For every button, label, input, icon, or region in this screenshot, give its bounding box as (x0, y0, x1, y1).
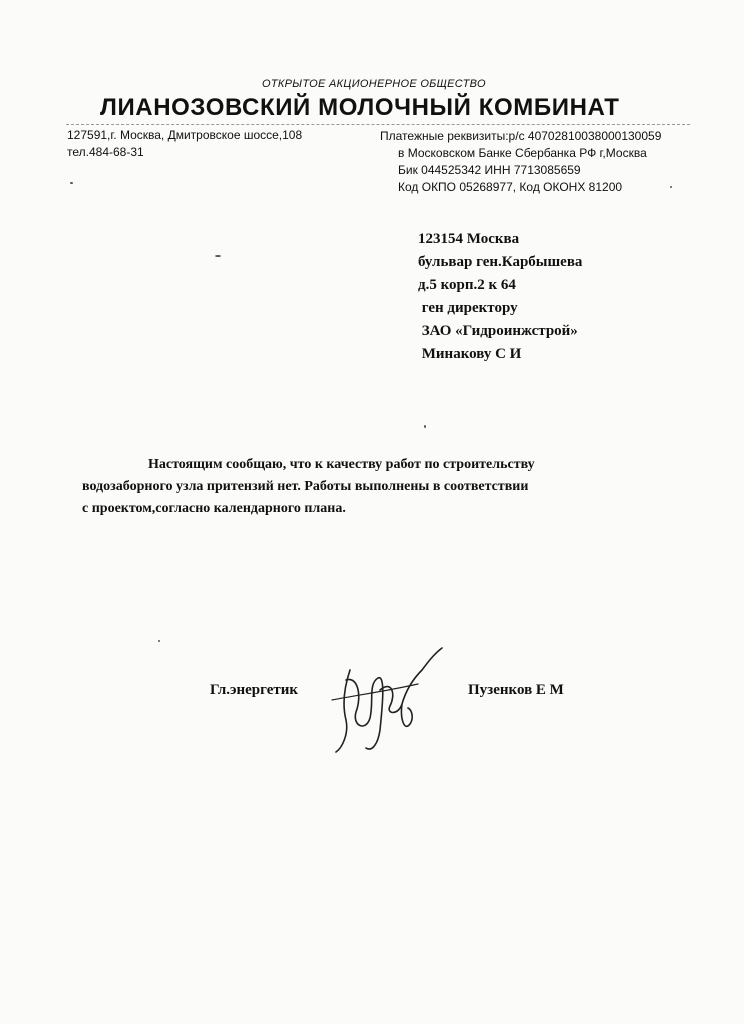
body-line: водозаборного узла притензий нет. Работы выполнены в соответствии (82, 479, 529, 494)
letter-body (82, 454, 682, 520)
bank-details-line: Код ОКПО 05268977, Код ОКОНХ 81200 (398, 180, 623, 194)
addressee-block (418, 228, 582, 366)
handwritten-signature (322, 640, 452, 760)
signatory-position: Гл.энергетик (210, 682, 299, 698)
org-type: ОТКРЫТОЕ АКЦИОНЕРНОЕ ОБЩЕСТВО (262, 78, 486, 90)
scan-speck (158, 640, 160, 642)
addressee-line: д.5 корп.2 к 64 (418, 277, 516, 293)
scan-speck (424, 425, 426, 428)
header-divider (66, 124, 690, 125)
body-line: с проектом,согласно календарного плана. (82, 501, 346, 516)
scan-speck (670, 186, 672, 188)
bank-details (380, 128, 661, 196)
body-line: Настоящим сообщаю, что к качеству работ по строительству (148, 457, 535, 472)
signatory-name: Пузенков Е М (468, 682, 564, 698)
scan-speck (70, 182, 73, 184)
addressee-line: ЗАО «Гидроинжстрой» (418, 323, 578, 339)
addressee-line: бульвар ген.Карбышева (418, 254, 583, 270)
bank-details-line: Платежные реквизиты:р/с 40702810038000130059 (380, 129, 662, 143)
org-name: ЛИАНОЗОВСКИЙ МОЛОЧНЫЙ КОМБИНАТ (100, 94, 620, 121)
bank-details-line: в Московском Банке Сбербанка РФ г,Москва (398, 146, 647, 160)
addressee-line: Минакову С И (418, 346, 522, 362)
scan-speck (215, 255, 221, 257)
addressee-line: ген директору (418, 300, 518, 316)
sender-address: 127591,г. Москва, Дмитровское шоссе,108 (67, 128, 303, 142)
bank-details-line: Бик 044525342 ИНН 7713085659 (398, 163, 581, 177)
sender-phone: тел.484-68-31 (67, 145, 144, 159)
addressee-line: 123154 Москва (418, 231, 520, 247)
